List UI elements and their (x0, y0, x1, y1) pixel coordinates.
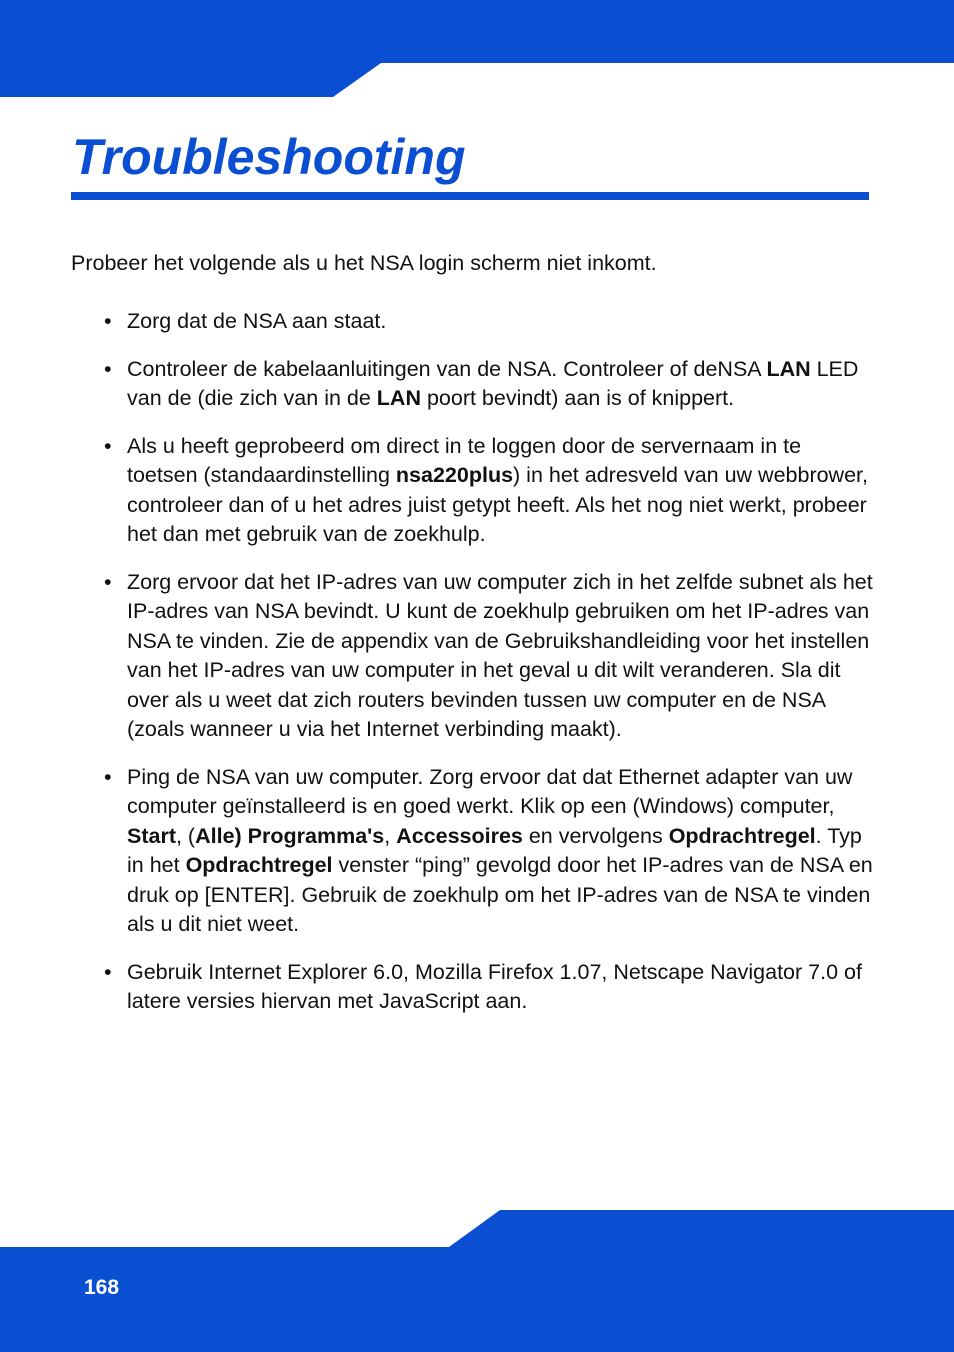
bold-term: LAN (766, 356, 811, 381)
bold-term: nsa220plus (395, 463, 514, 487)
list-item (104, 958, 874, 1017)
page-number: 168 (84, 1276, 120, 1299)
list-item-text: Ping de NSA van uw computer. Zorg ervoor dat dat Ethernet adapter van uw computer geïnstalleerd is en goed werkt. Klik op een (Windows) computer, (127, 764, 853, 818)
list-item-text: Als u heeft geprobeerd om direct in te loggen door de servernaam in te toetsen (standaardinstelling (127, 433, 802, 487)
bullet-dot-icon: • (104, 433, 112, 458)
header-band-shape (0, 0, 954, 97)
page-title: Troubleshooting (72, 129, 466, 185)
list-item-text: Controleer de kabelaanluitingen van de NSA. Controleer of deNSA (127, 356, 767, 381)
title-underline (71, 192, 869, 200)
list-item-text: venster “ping” gevolgd door het IP-adres van de NSA en druk op [ENTER]. Gebruik de zoekhulp om het IP-adres van de NSA te vinden als u dit niet weet. (127, 853, 873, 936)
bold-term: Alle) Programma's (195, 823, 385, 848)
list-item (104, 568, 874, 745)
bullet-dot-icon: • (104, 356, 112, 381)
intro-text: Probeer het volgende als u het NSA login scherm niet inkomt. (71, 251, 657, 275)
list-item (104, 307, 874, 337)
bullet-dot-icon: • (104, 764, 112, 789)
list-item-text: , (384, 823, 397, 848)
bullet-dot-icon: • (104, 309, 112, 333)
bullet-dot-icon: • (104, 569, 112, 594)
bold-term: Start (127, 823, 176, 848)
list-item-text: en vervolgens (522, 823, 669, 848)
list-item (104, 355, 874, 414)
list-item-text: poort bevindt) aan is of knippert. (420, 386, 735, 410)
list-item-text: . Typ in het (127, 823, 862, 877)
list-item-text: Zorg dat de NSA aan staat. (127, 309, 387, 333)
footer-band (0, 1210, 954, 1352)
bold-term: Opdrachtregel (185, 853, 333, 877)
list-item-text: , ( (175, 823, 196, 848)
bold-term: LAN (376, 386, 421, 410)
list-item-text: ) in het adresveld van uw webbrower, controleer dan of u het adres juist getypt heeft. Als het nog niet werkt, probeer het dan met gebruik van de zoekhulp. (127, 463, 868, 546)
list-item (104, 763, 874, 940)
list-item-text: LED van de (die zich van in de (127, 356, 859, 410)
list-item (104, 432, 874, 550)
footer-band-shape (0, 1210, 954, 1352)
list-item-text: Gebruik Internet Explorer 6.0, Mozilla Firefox 1.07, Netscape Navigator 7.0 of latere versies hiervan met JavaScript aan. (127, 959, 862, 1013)
troubleshooting-list (104, 307, 874, 1035)
bold-term: Opdrachtregel (668, 823, 816, 848)
list-item-text: Zorg ervoor dat het IP-adres van uw computer zich in het zelfde subnet als het IP-adres van NSA bevindt. U kunt de zoekhulp gebruiken om het IP-adres van NSA te vinden. Zie de appendix van de Gebruikshandleiding voor het instellen van het IP-adres van uw computer in het geval u dit wilt veranderen. Sla dit over als u weet dat zich routers bevinden tussen uw computer en de NSA (zoals wanneer u via het Internet verbinding maakt). (127, 569, 873, 741)
header-band (0, 0, 954, 100)
bold-term: Accessoires (396, 823, 523, 848)
bullet-dot-icon: • (104, 959, 112, 984)
